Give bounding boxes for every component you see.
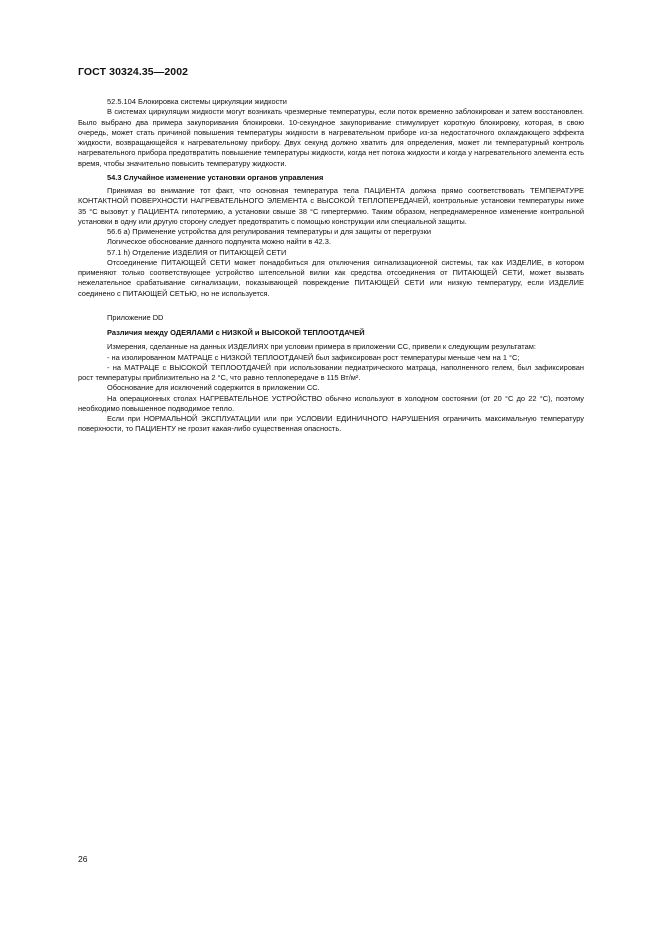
appendix-label: Приложение DD: [107, 312, 164, 322]
section-56-6-text: Логическое обоснование данного подпункта можно найти в 42.3.: [107, 237, 331, 247]
section-56-6-title: 56.6 а) Применение устройства для регулирования температуры и для защиты от перегрузки: [107, 227, 431, 236]
section-54-3-heading: 54.3 Случайное изменение установки органов управления: [107, 172, 324, 182]
section-57-1-text: Отсоединение ПИТАЮЩЕЙ СЕТИ может понадобиться для отключения сигнализационной системы, так как ИЗДЕЛИЕ, в котором применяют только соответствующее устройство штепсельной вилки как средства отсоединения от ПИТАЮЩЕЙ СЕТИ, может вызвать нежелательное срабатывание сигнализации, показывающей повреждение ПИТАЮЩЕЙ СЕТИ или низкую температуру, если ИЗДЕЛИЕ соединено с ПИТАЮЩЕЙ СЕТЬЮ, но не используется.: [78, 257, 584, 298]
section-54-3-text: Принимая во внимание тот факт, что основная температура тела ПАЦИЕНТА должна прямо соответствовать ТЕМПЕРАТУРЕ КОНТАКТНОЙ ПОВЕРХНОСТИ НАГРЕВАТЕЛЬНОГО ЭЛЕМЕНТА с ВЫСОКОЙ ТЕПЛОПЕРЕДАЧЕЙ, контрольные установки температуры ниже 35 °С вызовут у ПАЦИЕНТА гипотермию, а установки свыше 38 °С гипертермию. Таким образом, непреднамеренное изменение контрольной установки в одну или другую сторону следует предотвратить с помощью конструкции или специальной защиты.: [78, 186, 584, 226]
appendix-operating-tables: На операционных столах НАГРЕВАТЕЛЬНОЕ УСТРОЙСТВО обычно используют в холодном состоянии (от 20 °С до 22 °С), поэтому необходимо повышенное подводимое тепло.: [78, 393, 584, 413]
appendix-conclusion: Если при НОРМАЛЬНОЙ ЭКСПЛУАТАЦИИ или при УСЛОВИИ ЕДИНИЧНОГО НАРУШЕНИЯ ограничить максимальную температуру поверхности, то ПАЦИЕНТУ не грозит какая-либо существенная опасность.: [78, 414, 584, 434]
section-52-5-104-title: 52.5.104 Блокировка системы циркуляции жидкости: [107, 97, 287, 106]
document-body: [78, 97, 584, 435]
appendix-title: Различия между ОДЕЯЛАМИ с НИЗКОЙ и ВЫСОКОЙ ТЕПЛООТДАЧЕЙ: [107, 328, 365, 337]
appendix-intro: Измерения, сделанные на данных ИЗДЕЛИЯХ при условии примера в приложении СС, привели к следующим результатам:: [107, 342, 536, 352]
list-item-high-heat: - на МАТРАЦЕ с ВЫСОКОЙ ТЕПЛООТДАЧЕЙ при использовании педиатрического матраца, наполненного гелем, был зафиксирован рост температуры приблизительно на 2 °С, что равно теплопередаче в 115 Вт/м².: [78, 362, 584, 382]
appendix-justification: Обоснование для исключений содержится в приложении СС.: [107, 383, 320, 393]
page-number: 26: [78, 854, 88, 864]
document-header: ГОСТ 30324.35—2002: [78, 66, 189, 78]
section-52-5-104-text: В системах циркуляции жидкости могут возникать чрезмерные температуры, если поток временно заблокирован и затем восстановлен. Было выбрано два примера закупоривания блокировки. 10-секундное закупоривание стимулирует короткую блокировку, которая, в свою очередь, может стать причиной повышения температуры жидкости в нагревательном приборе из-за недостаточного охлаждающего эффекта жидкости, возвращающейся к нагревательному прибору. Двух секунд должно хватить для определения, может ли температурный контроль нагревательного прибора предотвратить повышение температуры жидкости, когда нет потока жидкости и когда у нагревательного элемента есть время, чтобы значительно повысить температуру жидкости.: [78, 107, 584, 168]
section-57-1-title: 57.1 h) Отделение ИЗДЕЛИЯ от ПИТАЮЩЕЙ СЕТИ: [107, 247, 287, 257]
list-item-low-heat: - на изолированном МАТРАЦЕ с НИЗКОЙ ТЕПЛООТДАЧЕЙ был зафиксирован рост температуры меньше чем на 1 °С;: [107, 352, 520, 362]
